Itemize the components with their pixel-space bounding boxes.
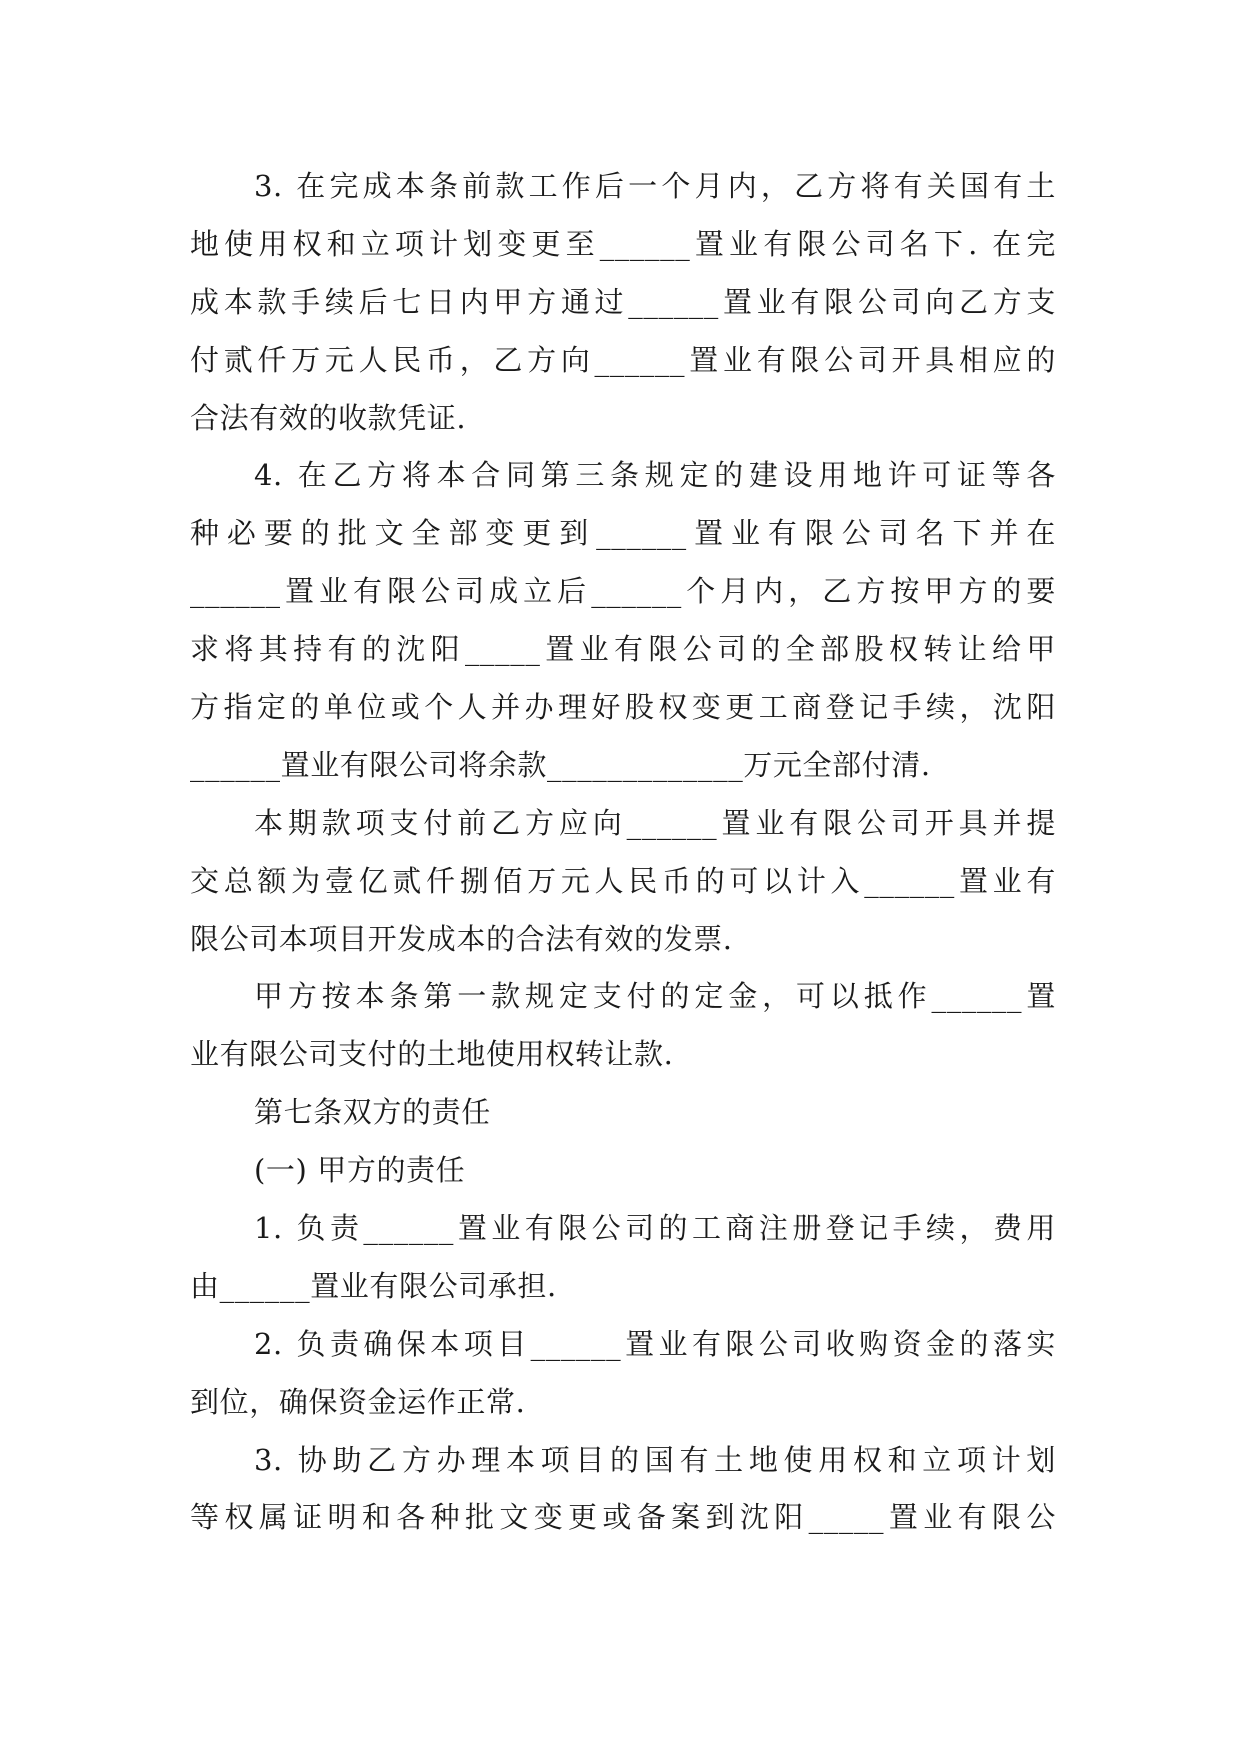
document-line: 种必要的批文全部变更到______置业有限公司名下并在 <box>190 516 1056 551</box>
document-line: 由______置业有限公司承担. <box>190 1268 557 1303</box>
document-line: (一) 甲方的责任 <box>254 1153 466 1188</box>
document-line: 合法有效的收款凭证. <box>190 400 467 435</box>
document-body <box>190 158 1056 1547</box>
document-line: 交总额为壹亿贰仟捌佰万元人民币的可以计入______置业有 <box>190 863 1056 898</box>
document-line: 1. 负责______置业有限公司的工商注册登记手续，费用 <box>254 1211 1056 1246</box>
document-line: 本期款项支付前乙方应向______置业有限公司开具并提 <box>254 805 1056 840</box>
document-line: 成本款手续后七日内甲方通过______置业有限公司向乙方支 <box>190 284 1056 319</box>
document-line: 4. 在乙方将本合同第三条规定的建设用地许可证等各 <box>254 458 1056 493</box>
document-line: 求将其持有的沈阳_____置业有限公司的全部股权转让给甲 <box>190 632 1056 667</box>
document-line: 限公司本项目开发成本的合法有效的发票. <box>190 921 733 956</box>
document-line: 3. 协助乙方办理本项目的国有土地使用权和立项计划 <box>254 1442 1056 1477</box>
document-line: 2. 负责确保本项目______置业有限公司收购资金的落实 <box>254 1326 1056 1361</box>
document-line: 第七条双方的责任 <box>254 1095 491 1130</box>
document-line: 付贰仟万元人民币，乙方向______置业有限公司开具相应的 <box>190 342 1056 377</box>
document-line: 方指定的单位或个人并办理好股权变更工商登记手续，沈阳 <box>190 690 1056 725</box>
document-line: 地使用权和立项计划变更至______置业有限公司名下. 在完 <box>190 226 1056 261</box>
document-line: 等权属证明和各种批文变更或备案到沈阳_____置业有限公 <box>190 1500 1056 1535</box>
document-line: 3. 在完成本条前款工作后一个月内，乙方将有关国有土 <box>254 169 1056 203</box>
document-line: ______置业有限公司成立后______个月内，乙方按甲方的要 <box>190 574 1056 609</box>
document-line: 甲方按本条第一款规定支付的定金，可以抵作______置 <box>254 979 1056 1014</box>
document-line: 到位，确保资金运作正常. <box>190 1384 526 1419</box>
document-line: 业有限公司支付的土地使用权转让款. <box>190 1037 674 1072</box>
document-line: ______置业有限公司将余款_____________万元全部付清. <box>190 747 931 782</box>
